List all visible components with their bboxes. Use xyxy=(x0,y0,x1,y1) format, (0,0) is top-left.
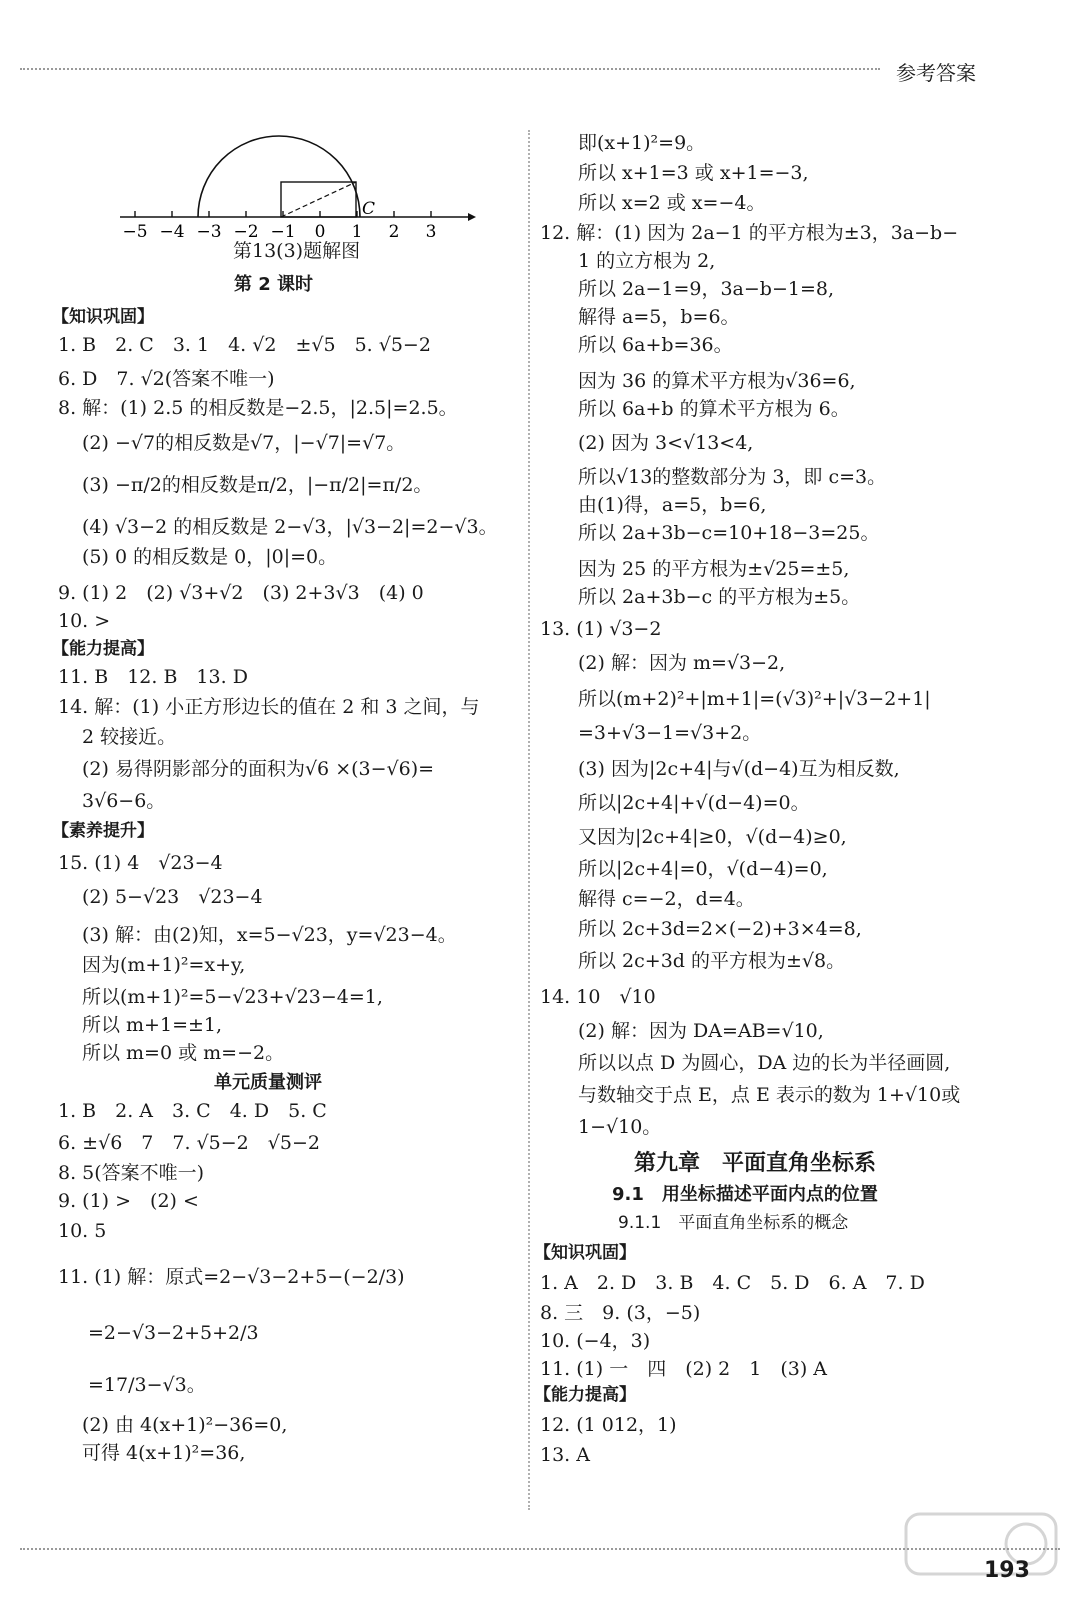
section-heading: 【素养提升】 xyxy=(52,821,154,841)
answer-line: (3) −π/2的相反数是π/2，|−π/2|=π/2。 xyxy=(82,474,433,496)
answer-line: 2 较接近。 xyxy=(82,726,177,748)
answer-line: 所以 2c+3d 的平方根为±√8。 xyxy=(578,950,846,972)
answer-line: 9. (1) > (2) < xyxy=(58,1190,199,1212)
diagonal-dashed xyxy=(281,182,356,217)
answer-line: (2) −√7的相反数是√7，|−√7|=√7。 xyxy=(82,432,406,454)
answer-line: (2) 由 4(x+1)²−36=0, xyxy=(82,1414,288,1436)
answer-line: 所以 x=2 或 x=−4。 xyxy=(578,192,766,214)
answer-line: 所以 2a−1=9，3a−b−1=8, xyxy=(578,278,835,300)
tick-label: 2 xyxy=(388,222,400,240)
answer-line: (2) 因为 3<√13<4, xyxy=(578,432,754,454)
answer-line: 1. B 2. A 3. C 4. D 5. C xyxy=(58,1100,327,1122)
answer-line: =2−√3−2+5+2/3 xyxy=(88,1322,259,1344)
answer-line: 9. (1) 2 (2) √3+√2 (3) 2+3√3 (4) 0 xyxy=(58,582,424,604)
answer-line: (2) 5−√23 √23−4 xyxy=(82,886,263,908)
answer-line: 所以(m+2)²+|m+1|=(√3)²+|√3−2+1| xyxy=(578,688,931,710)
answer-line: 所以√13的整数部分为 3，即 c=3。 xyxy=(578,466,887,488)
tick-label: −1 xyxy=(270,222,296,240)
answer-line: 所以|2c+4|=0，√(d−4)=0, xyxy=(578,858,828,880)
answer-line: 解得 a=5，b=6。 xyxy=(578,306,740,328)
answer-line: (3) 因为|2c+4|与√(d−4)互为相反数, xyxy=(578,758,900,780)
answer-line: 10. 5 xyxy=(58,1220,107,1242)
tick-label: 1 xyxy=(351,222,363,240)
tick-label: 0 xyxy=(314,222,326,240)
section-heading: 【知识巩固】 xyxy=(52,307,154,327)
answer-line: =17/3−√3。 xyxy=(88,1374,206,1396)
answer-line: 15. (1) 4 √23−4 xyxy=(58,852,223,874)
point-c-label: C xyxy=(362,199,376,219)
answer-line: 11. (1) 解：原式=2−√3−2+5−(−2/3) xyxy=(58,1266,405,1288)
answer-line: 所以 6a+b 的算术平方根为 6。 xyxy=(578,398,850,420)
page-number: 193 xyxy=(984,1558,1030,1583)
answer-line: 所以以点 D 为圆心，DA 边的长为半径画圆, xyxy=(578,1052,951,1074)
answer-line: (2) 易得阴影部分的面积为√6 ×(3−√6)= xyxy=(82,758,435,780)
tick-label: −2 xyxy=(233,222,259,240)
answer-line: 13. A xyxy=(540,1444,590,1466)
answer-line: 1−√10。 xyxy=(578,1116,662,1138)
answer-line: 3√6−6。 xyxy=(82,790,166,812)
answer-line: 所以 2a+3b−c=10+18−3=25。 xyxy=(578,522,880,544)
answer-line: (5) 0 的相反数是 0，|0|=0。 xyxy=(82,546,338,568)
header-rule xyxy=(20,68,880,70)
answer-line: (2) 解：因为 m=√3−2, xyxy=(578,652,786,674)
semicircle-arc xyxy=(198,136,360,217)
answer-line: 所以 2a+3b−c 的平方根为±5。 xyxy=(578,586,861,608)
answer-line: 由(1)得，a=5，b=6, xyxy=(578,494,767,516)
answer-line: 所以(m+1)²=5−√23+√23−4=1, xyxy=(82,986,383,1008)
answer-line: 所以 m+1=±1, xyxy=(82,1014,223,1036)
answer-line: 6. ±√6 7 7. √5−2 √5−2 xyxy=(58,1132,320,1154)
tick-label: −3 xyxy=(196,222,222,240)
answer-line: 14. 10 √10 xyxy=(540,986,656,1008)
section-heading: 【知识巩固】 xyxy=(534,1243,636,1263)
subsection-title: 9.1.1 平面直角坐标系的概念 xyxy=(618,1213,849,1233)
tick-marks xyxy=(122,211,436,240)
answer-line: 8. 解：(1) 2.5 的相反数是−2.5，|2.5|=2.5。 xyxy=(58,397,458,419)
header-title: 参考答案 xyxy=(896,61,976,85)
section-title: 9.1 用坐标描述平面内点的位置 xyxy=(612,1184,878,1205)
answer-line: 8. 5(答案不唯一) xyxy=(58,1162,205,1184)
answer-line: 即(x+1)²=9。 xyxy=(578,132,706,154)
answer-line: 所以 m=0 或 m=−2。 xyxy=(82,1042,285,1064)
column-divider xyxy=(528,130,530,1510)
lesson-title: 第 2 课时 xyxy=(234,274,314,295)
answer-line: 13. (1) √3−2 xyxy=(540,618,662,640)
answer-line: 所以|2c+4|+√(d−4)=0。 xyxy=(578,792,810,814)
tick-label: −5 xyxy=(122,222,148,240)
tick-label: −4 xyxy=(159,222,185,240)
answer-line: 10. > xyxy=(58,610,111,632)
watermark-logo-icon xyxy=(898,1506,1068,1596)
answer-line: (2) 解：因为 DA=AB=√10, xyxy=(578,1020,824,1042)
answer-line: 因为 36 的算术平方根为√36=6, xyxy=(578,370,856,392)
answer-line: 可得 4(x+1)²=36, xyxy=(82,1442,246,1464)
answer-line: 8. 三 9. (3，−5) xyxy=(540,1302,701,1324)
answer-line: 12. (1 012，1) xyxy=(540,1414,677,1436)
figure-caption: 第13(3)题解图 xyxy=(233,240,361,262)
answer-line: 11. (1) 一 四 (2) 2 1 (3) A xyxy=(540,1358,828,1380)
chapter-title: 第九章 平面直角坐标系 xyxy=(634,1150,877,1176)
answer-line: 12. 解：(1) 因为 2a−1 的平方根为±3，3a−b− xyxy=(540,222,959,244)
answer-line: 1. B 2. C 3. 1 4. √2 ±√5 5. √5−2 xyxy=(58,334,431,356)
tick-label: 3 xyxy=(425,222,437,240)
answer-line: 因为 25 的平方根为±√25=±5, xyxy=(578,558,850,580)
answer-line: 解得 c=−2，d=4。 xyxy=(578,888,755,910)
answer-line: 所以 x+1=3 或 x+1=−3, xyxy=(578,162,809,184)
answer-line: 因为(m+1)²=x+y, xyxy=(82,954,246,976)
answer-line: 又因为|2c+4|≥0，√(d−4)≥0, xyxy=(578,826,847,848)
answer-line: (3) 解：由(2)知，x=5−√23，y=√23−4。 xyxy=(82,924,457,946)
axis-arrow-icon xyxy=(468,213,476,221)
section-heading: 【能力提高】 xyxy=(52,639,154,659)
answer-line: 与数轴交于点 E，点 E 表示的数为 1+√10或 xyxy=(578,1084,961,1106)
section-heading: 【能力提高】 xyxy=(534,1385,636,1405)
answer-line: 6. D 7. √2(答案不唯一) xyxy=(58,368,275,390)
answer-line: (4) √3−2 的相反数是 2−√3，|√3−2|=2−√3。 xyxy=(82,516,498,538)
answer-line: 11. B 12. B 13. D xyxy=(58,666,248,688)
answer-line: =3+√3−1=√3+2。 xyxy=(578,722,762,744)
number-line-figure xyxy=(110,130,480,240)
unit-title: 单元质量测评 xyxy=(214,1072,322,1093)
answer-line: 10. (−4，3) xyxy=(540,1330,651,1352)
answer-line: 1. A 2. D 3. B 4. C 5. D 6. A 7. D xyxy=(540,1272,925,1294)
answer-line: 所以 6a+b=36。 xyxy=(578,334,733,356)
answer-line: 1 的立方根为 2, xyxy=(578,250,716,272)
answer-line: 14. 解：(1) 小正方形边长的值在 2 和 3 之间，与 xyxy=(58,696,480,718)
answer-line: 所以 2c+3d=2×(−2)+3×4=8, xyxy=(578,918,862,940)
